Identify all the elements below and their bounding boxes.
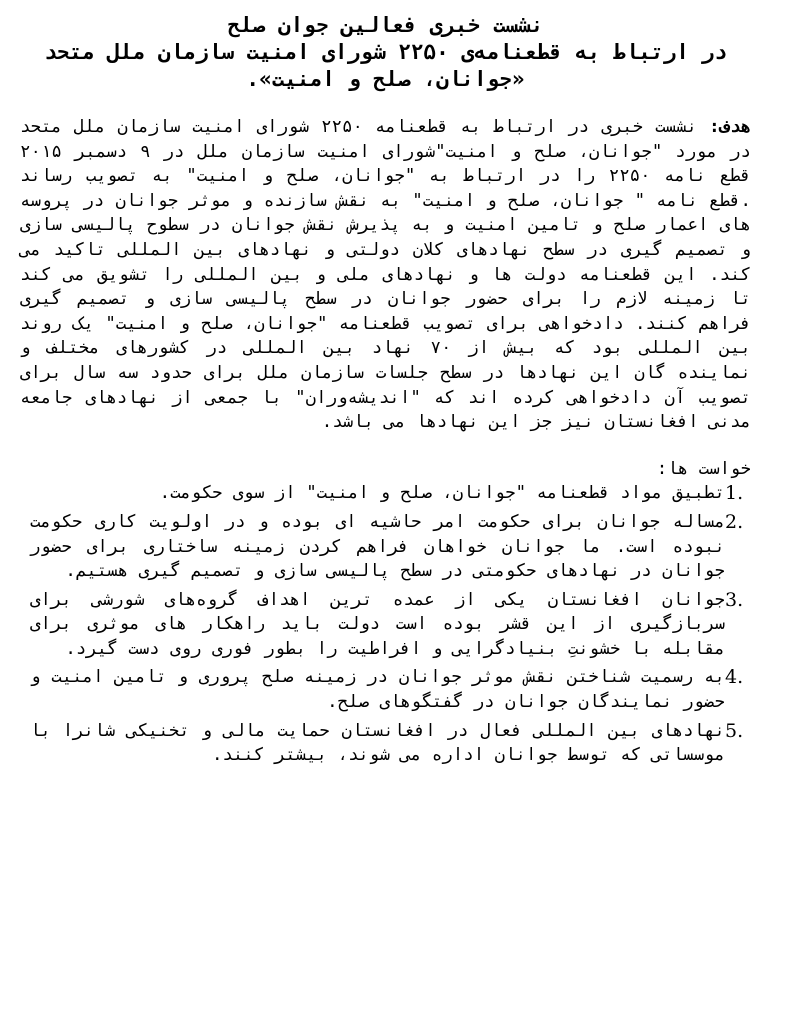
demand-number: 4.	[725, 666, 744, 689]
purpose-text: نشست خبری در ارتباط به قطعنامه ۲۲۵۰ شورای امنیت سازمان ملل متحد در مورد "جوانان، صلح و امنیت"شورای امنیت سازمان ملل در ۹ دسمبر ۲۰۱۵ قطع نامه ۲۲۵۰ را در ارتباط به "جوانان، صلح و امنیت" به تصویب رساند .قطع نامه " جوانان، صلح و امنیت" به نقش سازنده و موثر جوانان در پروسه های اعمار صلح و تامین امنیت و به پذیرش نقش جوانان در سطوح پالیسی سازی و تصمیم گیری در سطح نهادهای کلان دولتی و نهادهای بین المللی تاکید می کند. این قطعنامه دولت ها و نهادهای ملی و بین المللی را تشویق می کند تا زمینه لازم را برای حضور جوانان در سطح پالیسی سازی و تصمیم گیری فراهم کنند. دادخواهی برای تصویب قطعنامه "جوانان، صلح و امنیت" یک روند بین المللی بود که بیش از ۷۰ نهاد بین المللی در کشورهای مختلف و نماینده گان این نهادها در سطح جلسات سازمان ملل برای حدود سه سال برای تصویب آن دادخواهی کرده اند که "اندیشه‌وران" با جمعی از نهادهای جامعه مدنی افغانستان نیز جز این نهادها می باشد.	[20, 117, 752, 433]
demand-item	[20, 481, 751, 506]
title-line-3: «جوانان، صلح و امنیت».	[246, 67, 525, 91]
demand-number: 2.	[725, 510, 744, 533]
demand-number: 5.	[725, 719, 744, 742]
demand-number: 3.	[725, 588, 744, 611]
title-line-1: نشست خبری فعالین جوان صلح	[227, 13, 544, 37]
demand-text: جوانان افغانستان یکی از عمده ترین اهداف گروه‌های شورشی برای سربازگیری از این قشر بوده است دولت باید راهکار های موثری برای مقابله با خشونتِ بنیادگرایی و افراطیت را بطور فوری روی دست گیرد.	[30, 589, 725, 659]
title-line-2: در ارتباط به قطعنامه‌ی ۲۲۵۰ شورای امنیت سازمان ملل متحد	[44, 40, 727, 64]
demand-text: نهادهای بین المللی فعال در افغانستان حمایت مالی و تخنیکی شانرا با موسساتی که توسط جوانان اداره می شوند، بیشتر کنند.	[30, 720, 725, 766]
demand-text: تطبیق مواد قطعنامه "جوانان، صلح و امنیت" از سوی حکومت.	[159, 483, 725, 504]
demand-item	[20, 719, 751, 768]
demand-item	[20, 588, 751, 662]
demand-item	[20, 665, 751, 714]
purpose-paragraph	[20, 115, 751, 435]
purpose-label: هدف:	[709, 117, 751, 137]
demand-text: به رسمیت شناختن نقش موثر جوانان در زمینه صلح پروری و تامین امنیت و حضور نمایندگان جوانان در گفتگوهای صلح.	[30, 667, 725, 713]
demand-text: مساله جوانان برای حکومت امر حاشیه ای بوده و در اولویت کاری حکومت نبوده است. ما جوانان خواهان فراهم کردن زمینه ساختاری برای حضور جوانان در نهادهای حکومتی در سطح پالیسی سازی و تصمیم گیری هستیم.	[30, 511, 725, 582]
document-title	[20, 12, 751, 93]
demands-list	[20, 481, 751, 768]
demand-number: 1.	[725, 482, 744, 505]
demands-heading: خواست ها:	[656, 458, 751, 479]
demand-item	[20, 510, 751, 584]
